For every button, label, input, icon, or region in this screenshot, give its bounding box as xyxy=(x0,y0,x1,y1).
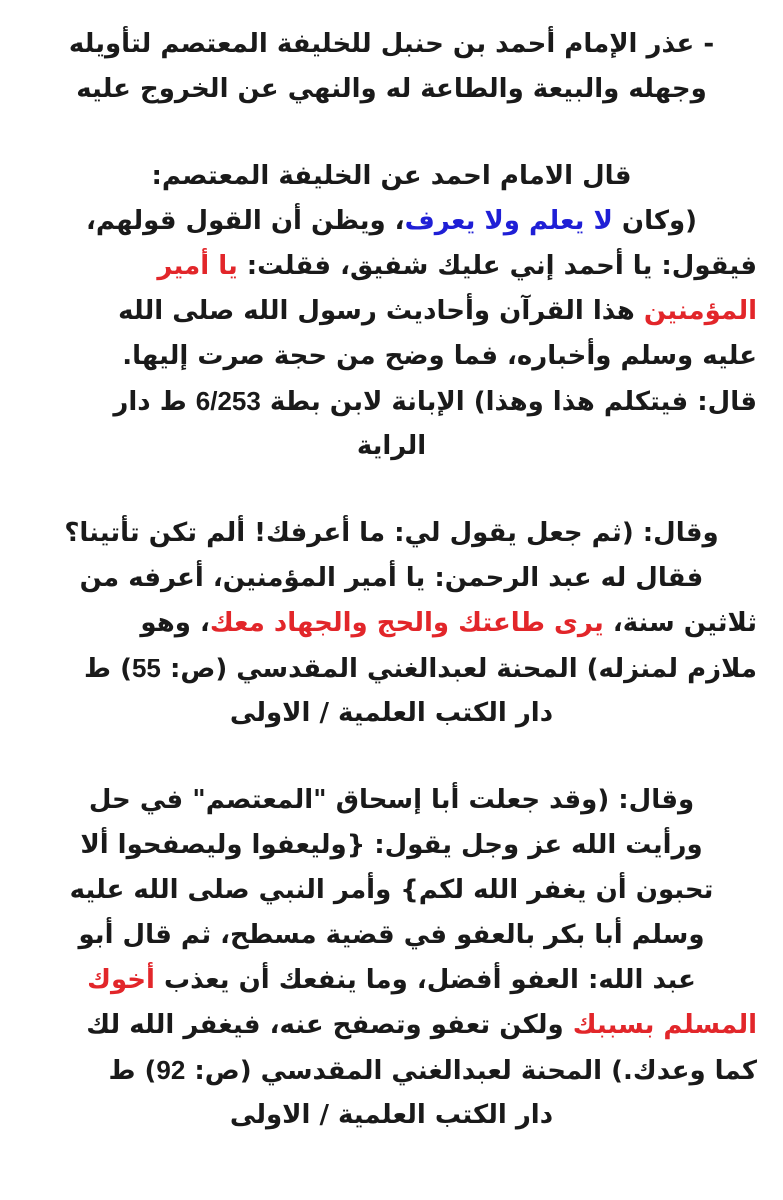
section1-heading: قال الامام احمد عن الخليفة المعتصم: xyxy=(151,161,632,191)
section3-line-2: ورأيت الله عز وجل يقول: {وليعفوا وليصفحوا ألا xyxy=(80,830,703,860)
red-highlight: أخوك xyxy=(87,965,155,995)
section2-line-5: دار الكتب العلمية / الاولى xyxy=(229,698,554,728)
red-highlight: يا أمير xyxy=(157,251,238,281)
spacer xyxy=(26,112,757,154)
section3-line-8: دار الكتب العلمية / الاولى xyxy=(229,1100,554,1130)
text-span: فيقول: يا أحمد إني عليك شفيق، فقلت: xyxy=(237,251,757,281)
section3-line-6 xyxy=(26,1003,757,1048)
section3-line-3: تحبون أن يغفر الله لكم} وأمر النبي صلى الله عليه xyxy=(69,875,714,905)
page-number: 55 xyxy=(131,653,161,683)
spacer xyxy=(26,469,757,511)
text-span: عبد الله: العفو أفضل، وما ينفعك أن يعذب xyxy=(154,965,696,995)
text-span: ثلاثين سنة، xyxy=(603,608,757,638)
reference-number: 6/253 xyxy=(195,386,261,416)
text-span: ، وهو xyxy=(140,608,210,638)
section2-line-3 xyxy=(26,601,757,646)
section1-line-4 xyxy=(26,289,757,334)
section3-line-4: وسلم أبا بكر بالعفو في قضية مسطح، ثم قال أبو xyxy=(78,920,705,950)
section1-line-6 xyxy=(26,379,757,424)
text-span: ) ط xyxy=(108,1056,157,1086)
spacer xyxy=(26,736,757,778)
title-line-1: - عذر الإمام أحمد بن حنبل للخليفة المعتصم لتأويله xyxy=(68,29,715,59)
red-highlight: المسلم بسببك xyxy=(572,1010,757,1040)
red-highlight: يرى طاعتك والحج والجهاد معك xyxy=(209,608,604,638)
text-span: قال: فيتكلم هذا وهذا) الإبانة لابن بطة xyxy=(260,387,757,417)
section2-line-1: وقال: (ثم جعل يقول لي: ما أعرفك! ألم تكن تأتينا؟ xyxy=(64,518,719,548)
text-span: ملازم لمنزله) المحنة لعبدالغني المقدسي (ص: xyxy=(160,654,757,684)
section2-line-2: فقال له عبد الرحمن: يا أمير المؤمنين، أعرفه من xyxy=(79,563,704,593)
section3-line-1: وقال: (وقد جعلت أبا إسحاق "المعتصم" في حل xyxy=(88,785,695,815)
text-span: كما وعدك.) المحنة لعبدالغني المقدسي (ص: xyxy=(185,1056,757,1086)
red-highlight: المؤمنين xyxy=(643,296,757,326)
text-span: (وكان xyxy=(612,206,698,236)
section2-line-4 xyxy=(26,646,757,691)
text-span: هذا القرآن وأحاديث رسول الله صلى الله xyxy=(118,296,644,326)
section3-line-5 xyxy=(26,958,757,1003)
title-line-2: وجهله والبيعة والطاعة له والنهي عن الخروج عليه xyxy=(76,74,707,104)
blue-highlight: لا يعلم ولا يعرف xyxy=(404,206,613,236)
text-span: ، ويظن أن القول قولهم، xyxy=(85,206,405,236)
page-number: 92 xyxy=(156,1055,186,1085)
text-span: ولكن تعفو وتصفح عنه، فيغفر الله لك xyxy=(86,1010,573,1040)
text-span: ط دار xyxy=(113,387,196,417)
section1-line-5: عليه وسلم وأخباره، فما وضح من حجة صرت إليها. xyxy=(122,341,757,371)
section1-line-3 xyxy=(26,244,757,289)
section3-line-7 xyxy=(26,1048,757,1093)
section1-line-7: الراية xyxy=(356,431,427,461)
section1-line-2 xyxy=(26,199,757,244)
text-span: ) ط xyxy=(84,654,132,684)
